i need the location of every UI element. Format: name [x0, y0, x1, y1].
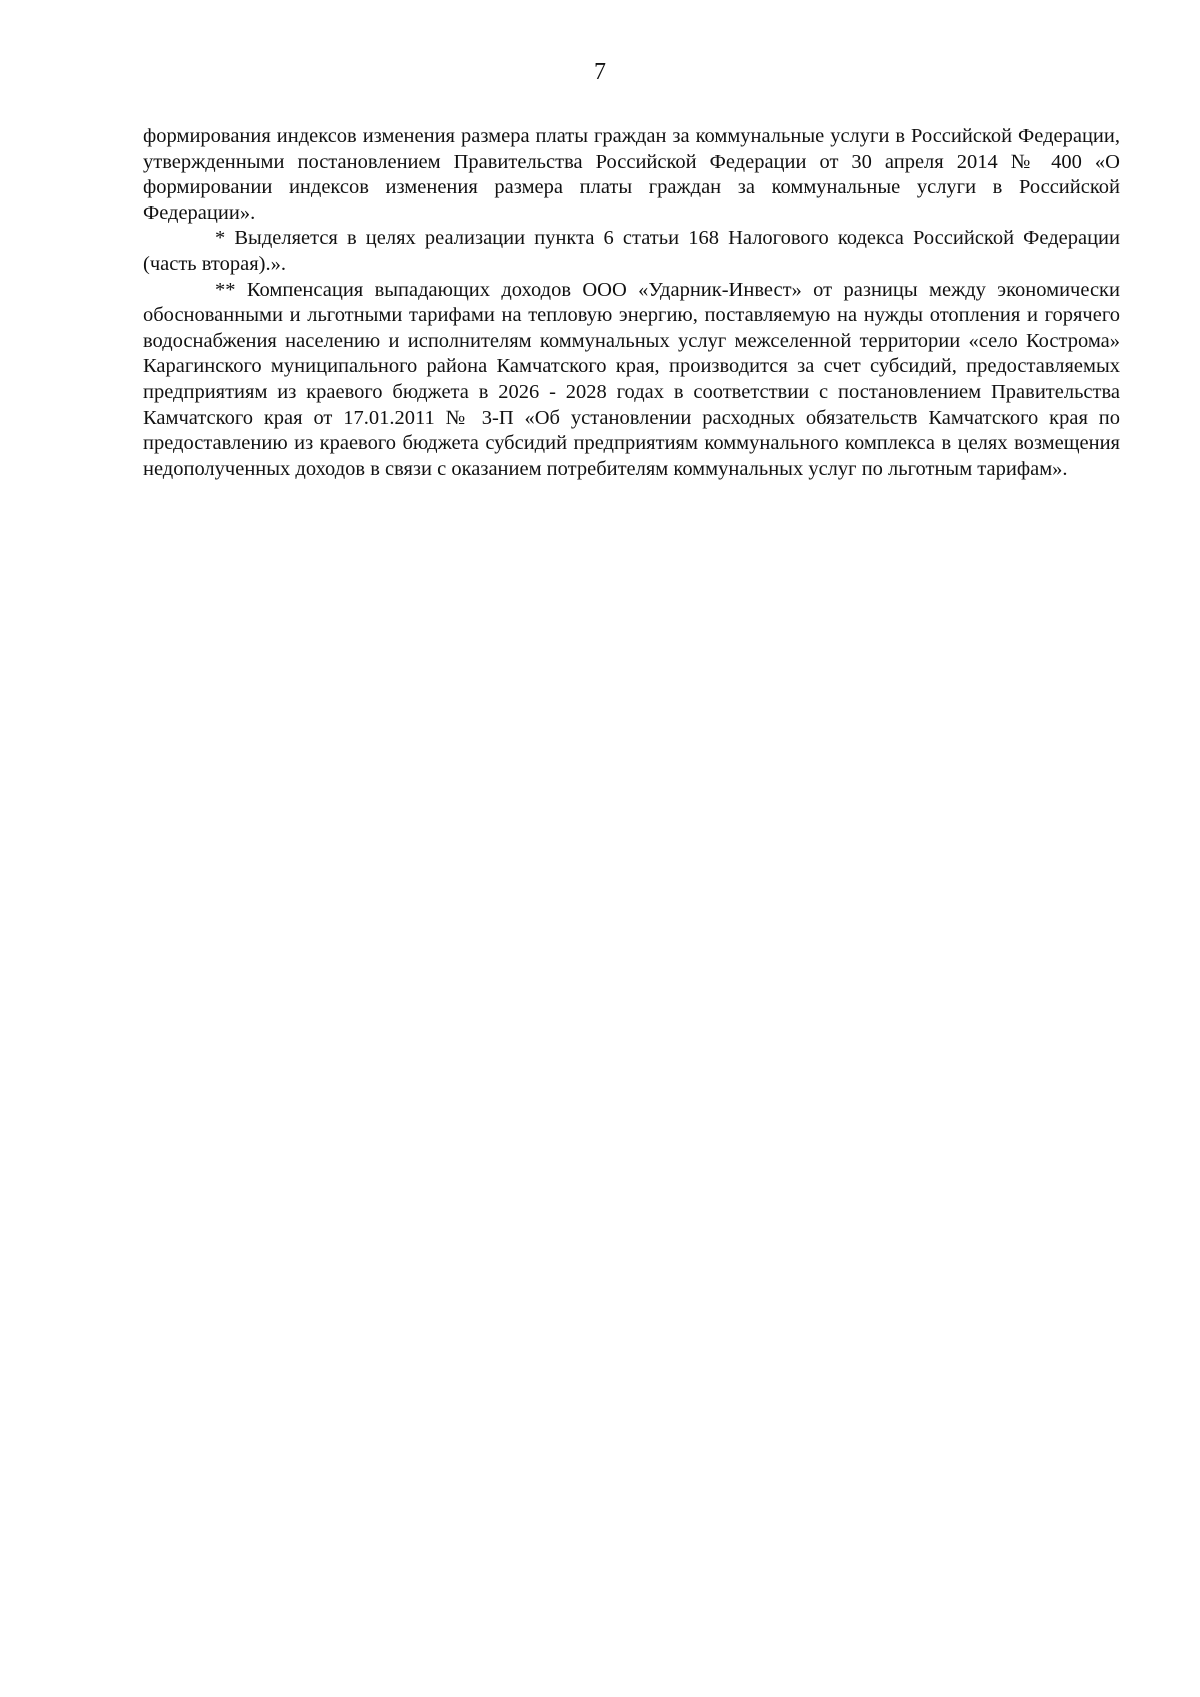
- footnote-double-asterisk: ** Компенсация выпадающих доходов ООО «Ударник-Инвест» от разницы между экономически обоснованными и льготными тарифами на тепловую энергию, поставляемую на нужды отопления и горячего водоснабжения населению и исполнителям коммунальных услуг межселенной территории «село Кострома» Карагинского муниципального района Камчатского края, производится за счет субсидий, предоставляемых предприятиям из краевого бюджета в 2026 - 2028 годах в соответствии с постановлением Правительства Камчатского края от 17.01.2011 № 3-П «Об установлении расходных обязательств Камчатского края по предоставлению из краевого бюджета субсидий предприятиям коммунального комплекса в целях возмещения недополученных доходов в связи с оказанием потребителям коммунальных услуг по льготным тарифам».: [143, 278, 1120, 480]
- page-number: 7: [594, 59, 606, 85]
- paragraph-continuation: формирования индексов изменения размера платы граждан за коммунальные услуги в Российской Федерации, утвержденными постановлением Правительства Российской Федерации от 30 апреля 2014 № 400 «О формировании индексов изменения размера платы граждан за коммунальные услуги в Российской Федерации».: [143, 125, 1120, 224]
- document-body: [143, 124, 1120, 482]
- footnote-single-asterisk: * Выделяется в целях реализации пункта 6 статьи 168 Налогового кодекса Российской Федерации (часть вторая).».: [143, 227, 1120, 275]
